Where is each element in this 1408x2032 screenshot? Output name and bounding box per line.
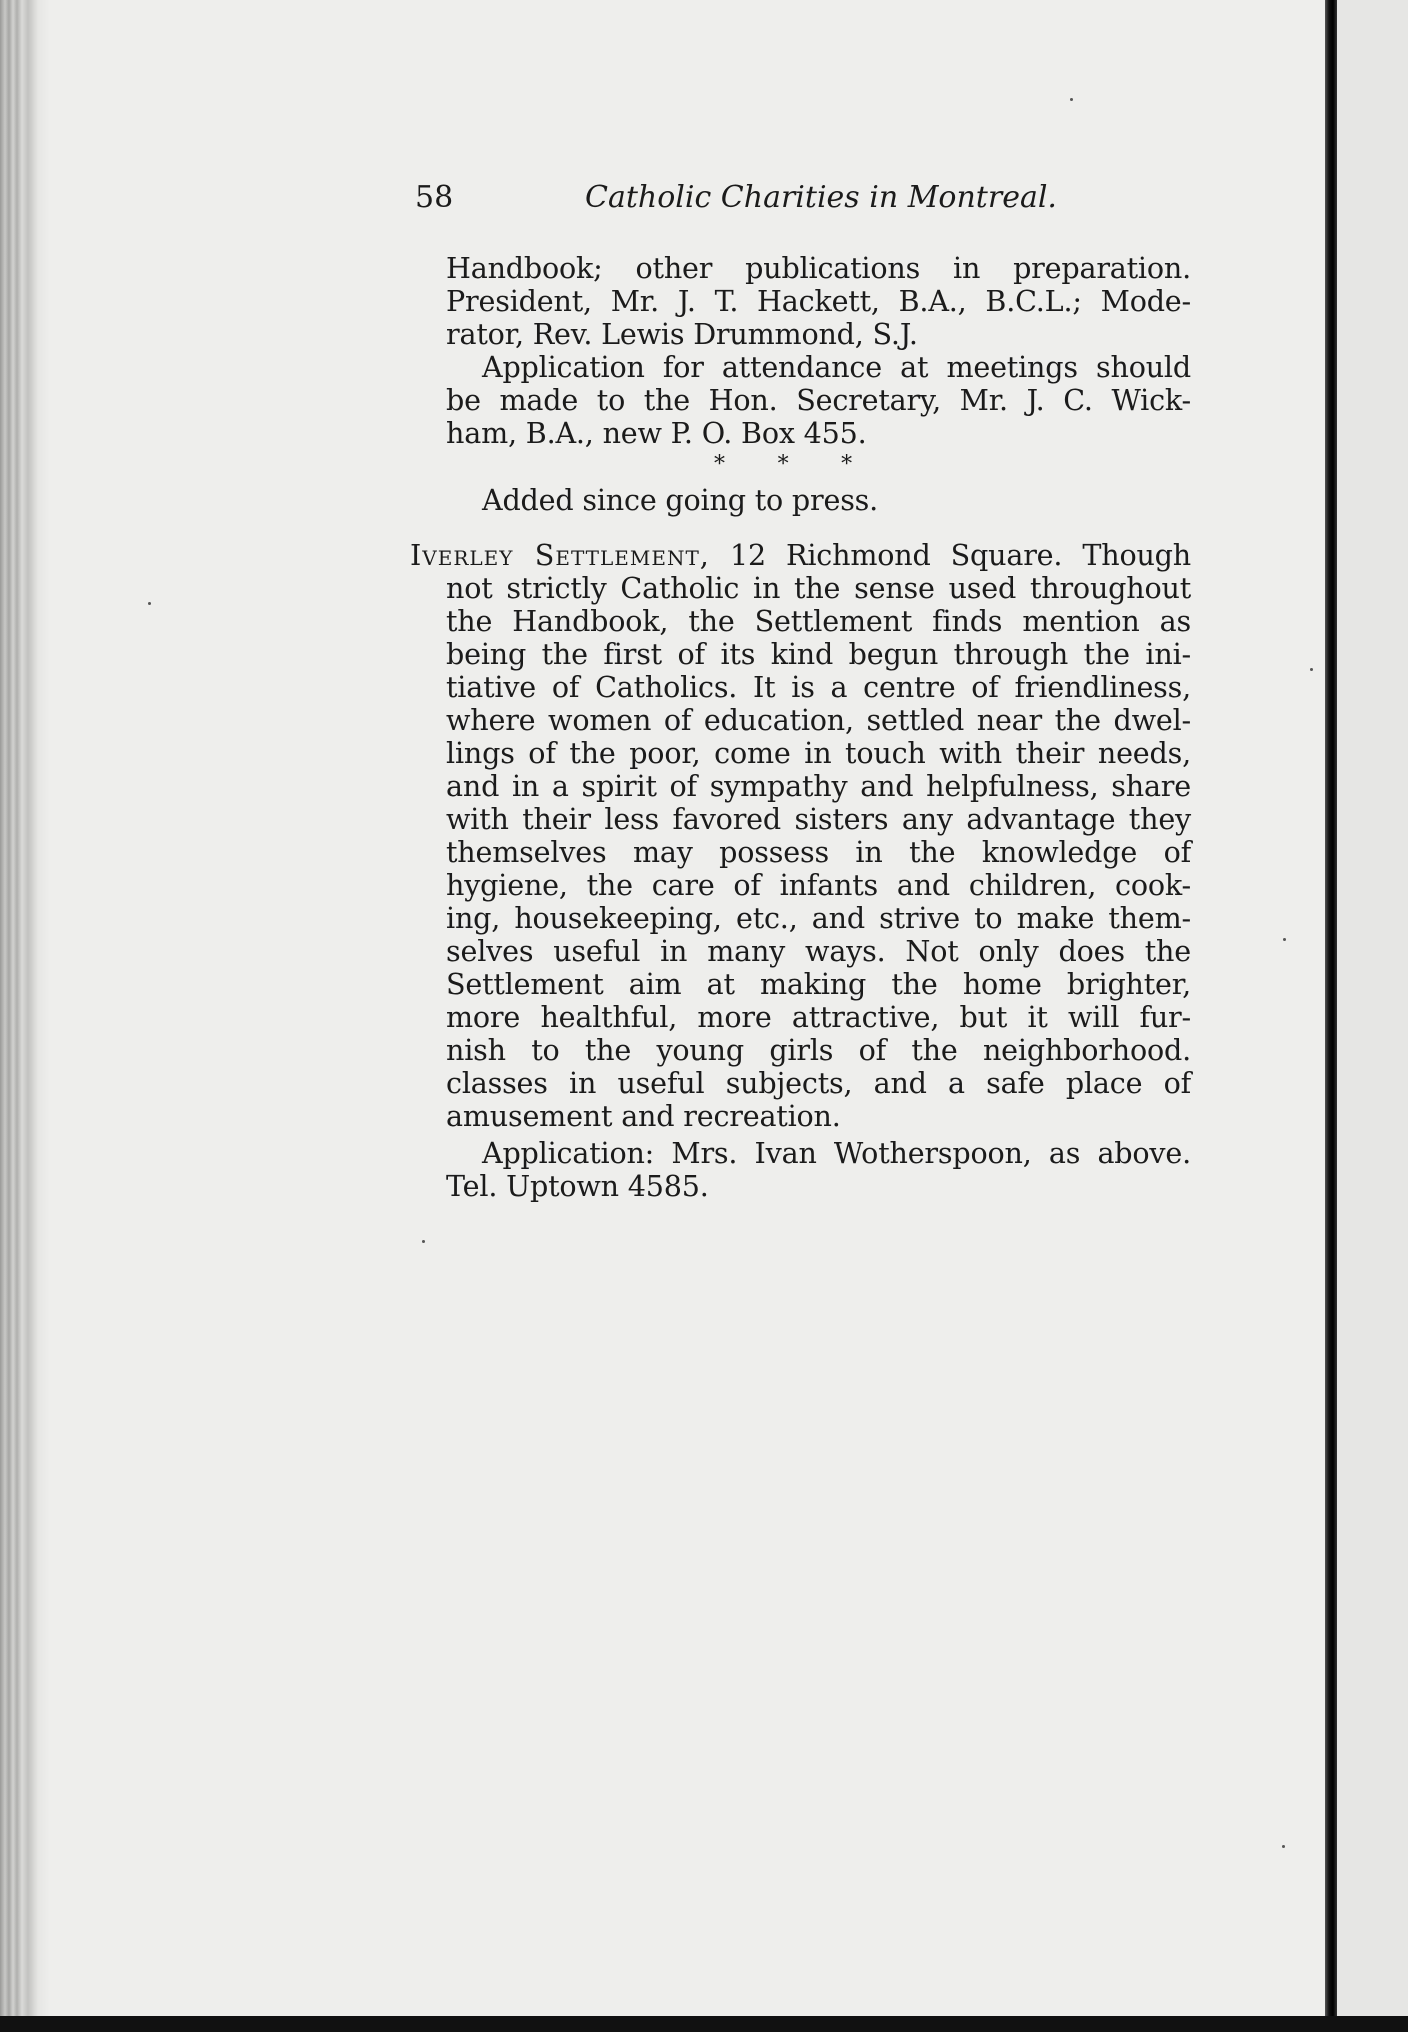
- book-gutter: [1325, 0, 1337, 2032]
- speck: [1282, 1845, 1285, 1848]
- text-line: tiative of Catholics. It is a centre of friendliness,: [446, 670, 1191, 704]
- text-line: classes in useful subjects, and a safe place of: [446, 1066, 1191, 1100]
- page-number: 58: [415, 180, 454, 215]
- facing-page-edge: [1335, 0, 1408, 2032]
- application-line: Application: Mrs. Ivan Wotherspoon, as above.: [482, 1136, 1191, 1170]
- speck: [1283, 938, 1286, 941]
- text-line: where women of education, settled near the dwel-: [446, 703, 1191, 737]
- text-line: the Handbook, the Settlement finds mention as: [446, 604, 1191, 638]
- text-line: selves useful in many ways. Not only does the: [446, 934, 1191, 968]
- text-line: nish to the young girls of the neighborhood.: [446, 1033, 1191, 1067]
- text-line: not strictly Catholic in the sense used throughout: [446, 571, 1191, 605]
- text-line: Settlement aim at making the home brighter,: [446, 967, 1191, 1001]
- telephone-line: Tel. Uptown 4585.: [446, 1169, 709, 1203]
- text-line: with their less favored sisters any advantage they: [446, 802, 1191, 836]
- added-note: Added since going to press.: [482, 483, 879, 517]
- text-line: amusement and recreation.: [446, 1099, 841, 1133]
- text-line: themselves may possess in the knowledge of: [446, 835, 1191, 869]
- page-stack-edge: [0, 0, 50, 2020]
- text-line: and in a spirit of sympathy and helpfulness, share: [446, 769, 1191, 803]
- entry-address: 12 Richmond Square. Though: [709, 538, 1191, 572]
- text-line: more healthful, more attractive, but it will fur-: [446, 1000, 1191, 1034]
- text-line: being the first of its kind begun through the ini-: [446, 637, 1191, 671]
- text-line: rator, Rev. Lewis Drummond, S.J.: [446, 317, 918, 351]
- entry-name: Iverley Settlement,: [410, 538, 710, 572]
- text-line: Handbook; other publications in preparation.: [446, 251, 1191, 285]
- speck: [148, 602, 151, 605]
- text-line: hygiene, the care of infants and children, cook-: [446, 868, 1191, 902]
- text-line: Application for attendance at meetings should: [482, 350, 1191, 384]
- text-line: lings of the poor, come in touch with their needs,: [446, 736, 1191, 770]
- speck: [422, 1240, 425, 1243]
- scan-bottom-edge: [0, 2016, 1408, 2032]
- speck: [1070, 98, 1073, 101]
- speck: [1310, 668, 1313, 671]
- text-line: be made to the Hon. Secretary, Mr. J. C. Wick-: [446, 383, 1191, 417]
- entry-first-line: [410, 539, 1191, 572]
- running-title: Catholic Charities in Montreal.: [585, 180, 1057, 215]
- body-text: [410, 251, 1191, 1203]
- text-line: ham, B.A., new P. O. Box 455.: [446, 416, 867, 450]
- section-stars: * * *: [714, 452, 852, 477]
- text-line: President, Mr. J. T. Hackett, B.A., B.C.L.; Mode-: [446, 284, 1191, 318]
- text-line: ing, housekeeping, etc., and strive to make them-: [446, 901, 1191, 935]
